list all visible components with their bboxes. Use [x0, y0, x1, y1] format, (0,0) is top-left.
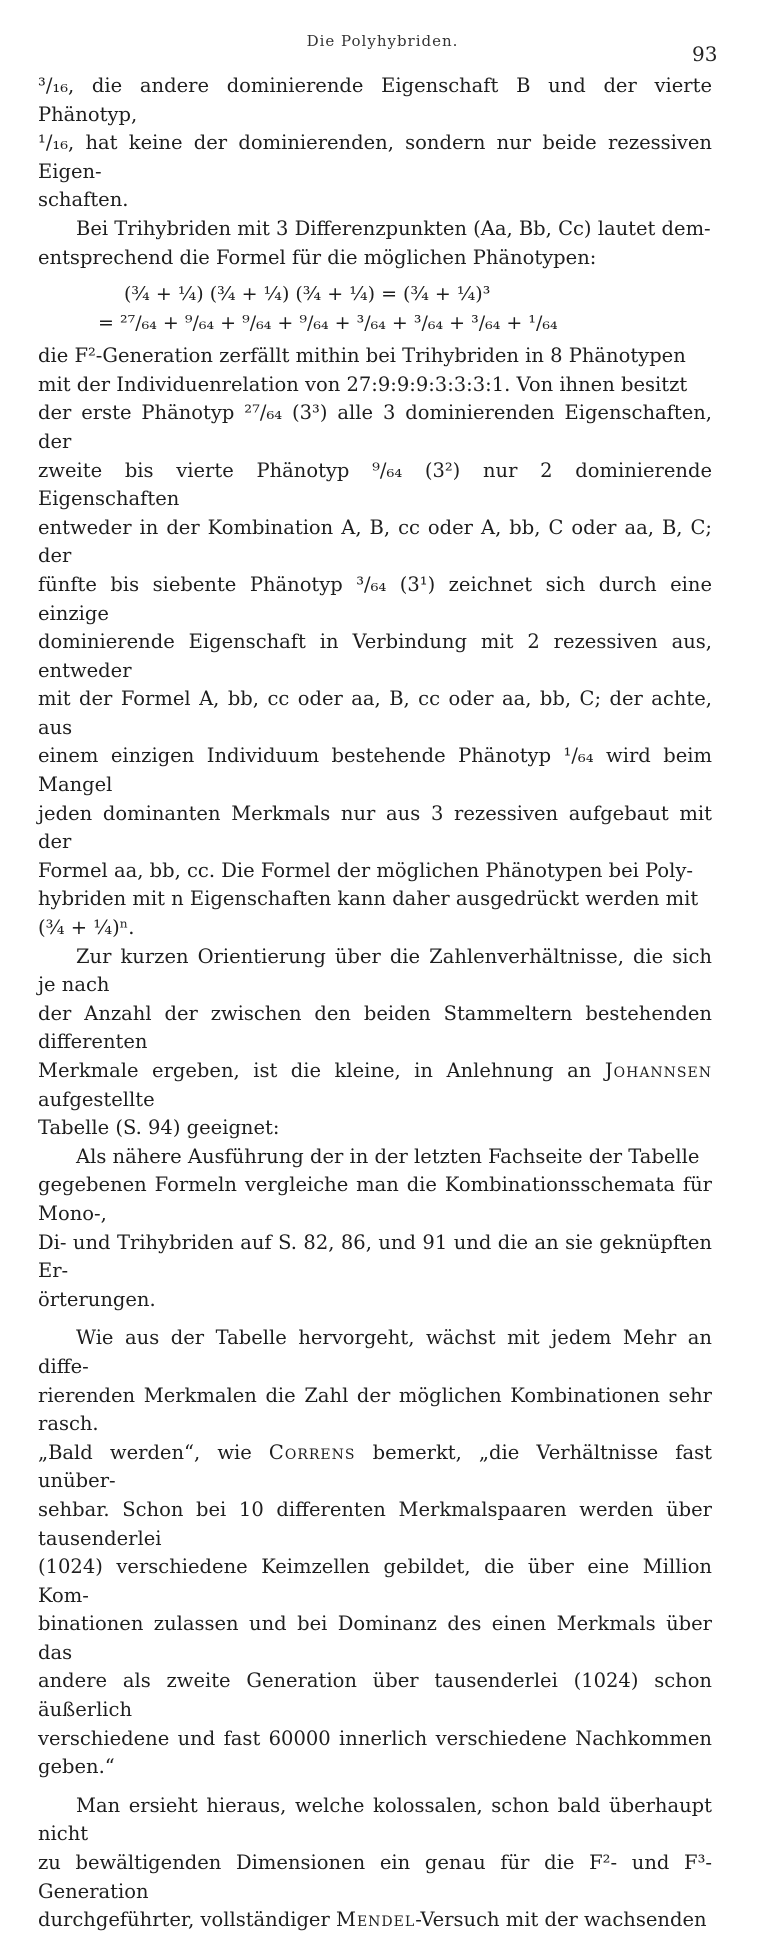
text-line: ³/₁₆, die andere dominierende Eigenschaft B und der vierte Phänotyp, — [38, 74, 712, 126]
paragraph-f2-generation — [38, 342, 712, 942]
author-name-mendel: Mendel — [336, 1908, 416, 1932]
formula-line-expansion: = ²⁷/₆₄ + ⁹/₆₄ + ⁹/₆₄ + ⁹/₆₄ + ³/₆₄ + ³/₆₄ + ³/₆₄ + ¹/₆₄ — [98, 312, 558, 335]
text-segment: Merkmale ergeben, ist die kleine, in Anlehnung an — [38, 1059, 605, 1082]
text-segment: durchgeführter, vollständiger — [38, 1908, 336, 1932]
text-line: fünfte bis siebente Phänotyp ³/₆₄ (3¹) zeichnet sich durch eine einzige — [38, 572, 712, 625]
text-segment: bemerkt, „die Verhältnisse fast unüber- — [38, 1440, 712, 1493]
text-segment: aufgestellte — [38, 1087, 155, 1111]
text-line: die F²-Generation zerfällt mithin bei Trihybriden in 8 Phänotypen — [38, 344, 686, 368]
page-number: 93 — [692, 42, 718, 66]
text-line — [38, 1906, 712, 1935]
text-line: Formel aa, bb, cc. Die Formel der möglichen Phänotypen bei Poly- — [38, 858, 693, 882]
paragraph-correns-quote — [38, 1324, 712, 1782]
text-line: gegebenen Formeln vergleiche man die Kombinationsschemata für Mono-, — [38, 1173, 712, 1225]
text-line: entweder in der Kombination A, B, cc oder A, bb, C oder aa, B, C; der — [38, 515, 712, 568]
text-line — [38, 1439, 712, 1496]
text-line: Als nähere Ausführung der in der letzten Fachseite der Tabelle — [76, 1144, 700, 1168]
formula-line-product: (¾ + ¼) (¾ + ¼) (¾ + ¼) = (¾ + ¼)³ — [124, 283, 491, 306]
text-line: der erste Phänotyp ²⁷/₆₄ (3³) alle 3 dominierenden Eigenschaften, der — [38, 401, 712, 453]
text-line: Tabelle (S. 94) geeignet: — [38, 1116, 280, 1140]
text-line: einem einzigen Individuum bestehende Phänotyp ¹/₆₄ wird beim Mangel — [38, 744, 712, 797]
text-line: (1024) verschiedene Keimzellen gebildet, die über eine Million Kom- — [38, 1555, 712, 1607]
text-line: entsprechend die Formel für die möglichen Phänotypen: — [38, 245, 597, 269]
paragraph-continuation — [38, 72, 712, 215]
text-line: hybriden mit n Eigenschaften kann daher ausgedrückt werden mit — [38, 887, 699, 911]
text-line: mit der Individuenrelation von 27:9:9:9:3:3:3:1. Von ihnen besitzt — [38, 372, 688, 396]
paragraph-orientation — [38, 943, 712, 1143]
text-line: Bei Trihybriden mit 3 Differenzpunkten (Aa, Bb, Cc) lautet dem- — [76, 216, 711, 240]
text-line: Zur kurzen Orientierung über die Zahlenverhältnisse, die sich je nach — [38, 944, 712, 997]
text-line: Di- und Trihybriden auf S. 82, 86, und 91 und die an sie geknüpften Er- — [38, 1230, 712, 1283]
paragraph-trihybrid-intro — [38, 215, 712, 272]
text-segment: „Bald werden“, wie — [38, 1440, 269, 1464]
text-line: Man ersieht hieraus, welche kolossalen, schon bald überhaupt nicht — [38, 1793, 712, 1846]
author-name-correns: Correns — [268, 1440, 356, 1464]
text-line: zu bewältigenden Dimensionen ein genau für die F²- und F³-Generation — [38, 1851, 712, 1903]
text-line — [38, 1057, 712, 1114]
text-line: andere als zweite Generation über tausenderlei (1024) schon äußerlich — [38, 1669, 712, 1722]
text-line: sehbar. Schon bei 10 differenten Merkmalspaaren werden über tausenderlei — [38, 1497, 712, 1550]
text-line: mit der Formel A, bb, cc oder aa, B, cc oder aa, bb, C; der achte, aus — [38, 687, 712, 739]
author-name-johannsen: Johannsen — [604, 1059, 712, 1082]
text-line: örterungen. — [38, 1287, 156, 1311]
text-segment: -Versuch mit der wachsenden — [415, 1908, 707, 1932]
text-line: Wie aus der Tabelle hervorgeht, wächst mit jedem Mehr an diffe- — [38, 1326, 712, 1378]
text-line: der Anzahl der zwischen den beiden Stammeltern bestehenden differenten — [38, 1001, 712, 1054]
running-head: Die Polyhybriden. — [306, 32, 459, 50]
text-line: rierenden Merkmalen die Zahl der möglichen Kombinationen sehr rasch. — [38, 1383, 712, 1436]
text-line: jeden dominanten Merkmals nur aus 3 rezessiven aufgebaut mit der — [38, 801, 712, 854]
text-line: ¹/₁₆, hat keine der dominierenden, sondern nur beide rezessiven Eigen- — [38, 131, 712, 183]
paragraph-mendel-experiment — [38, 1792, 712, 1935]
text-line: schaften. — [38, 188, 129, 212]
text-line: verschiedene und fast 60000 innerlich verschiedene Nachkommen geben.“ — [38, 1726, 712, 1779]
text-line: zweite bis vierte Phänotyp ⁹/₆₄ (3²) nur 2 dominierende Eigenschaften — [38, 458, 712, 511]
text-line: (¾ + ¼)ⁿ. — [38, 916, 135, 940]
paragraph-combination-schemes — [38, 1143, 712, 1315]
text-line: binationen zulassen und bei Dominanz des einen Merkmals über das — [38, 1612, 712, 1664]
body-text — [38, 72, 712, 1935]
formula-block — [98, 280, 712, 338]
text-line: dominierende Eigenschaft in Verbindung mit 2 rezessiven aus, entweder — [38, 630, 712, 682]
